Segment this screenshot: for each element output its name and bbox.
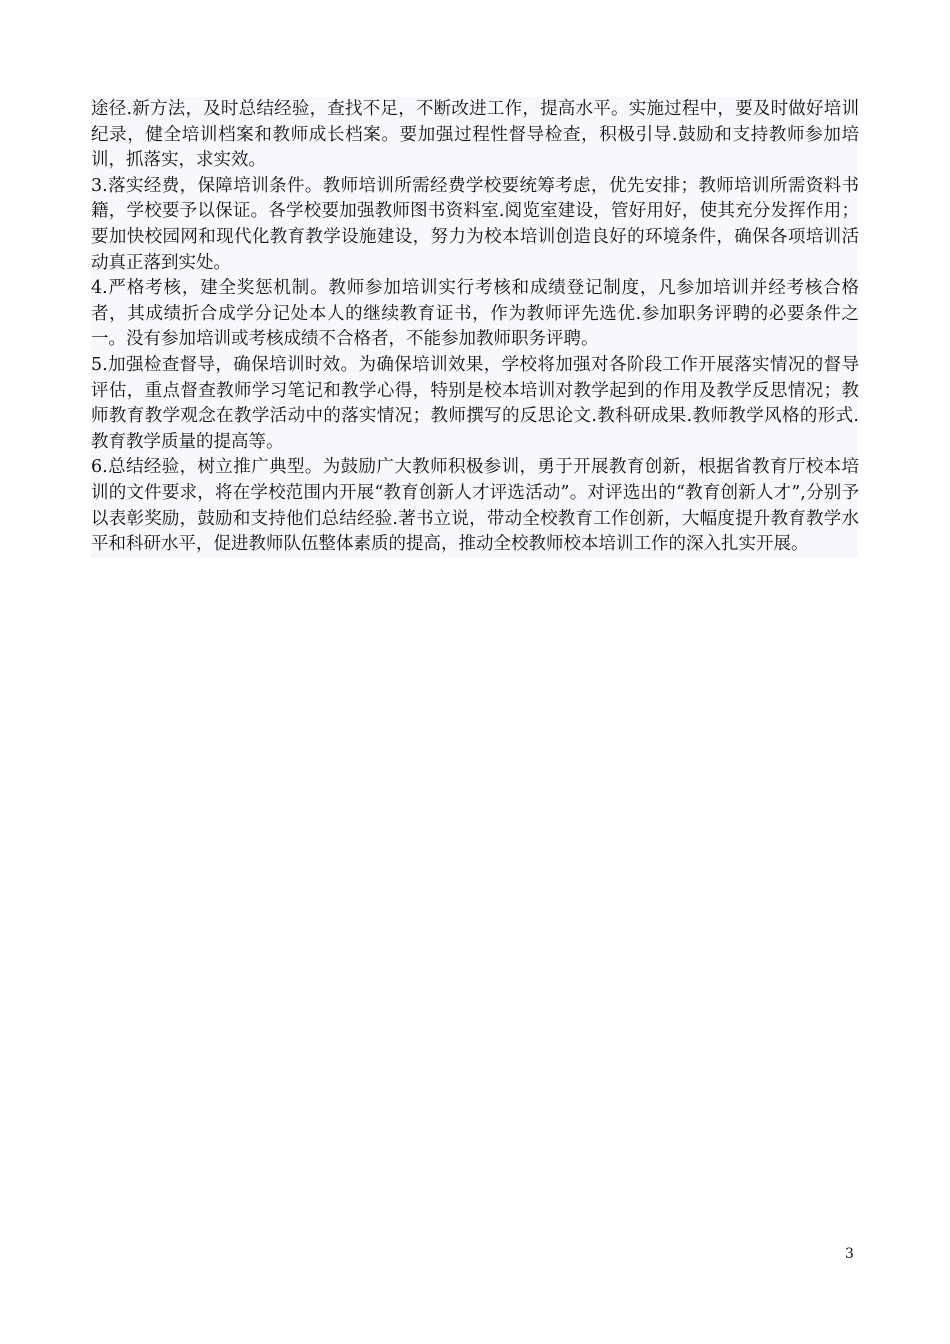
paragraph-funding: 3.落实经费，保障培训条件。教师培训所需经费学校要统筹考虑，优先安排；教师培训所需资料书籍，学校要予以保证。各学校要加强教师图书资料室.阅览室建设，管好用好，使其充分发挥作用；要加快校园网和现代化教育教学设施建设，努力为校本培训创造良好的环境条件，确保各项培训活动真正落到实处。 (91, 175, 859, 273)
paragraph-supervision: 5.加强检查督导，确保培训时效。为确保培训效果，学校将加强对各阶段工作开展落实情况的督导评估，重点督查教师学习笔记和教学心得，特别是校本培训对教学起到的作用及教学反思情况；教师教育教学观念在教学活动中的落实情况；教师撰写的反思论文.教科研成果.教师教学风格的形式.教育教学质量的提高等。 (91, 354, 859, 452)
body-text (91, 97, 859, 558)
page-number: 3 (845, 1246, 854, 1262)
paragraph-continuation: 途径.新方法，及时总结经验，查找不足，不断改进工作，提高水平。实施过程中，要及时做好培训纪录，健全培训档案和教师成长档案。要加强过程性督导检查，积极引导.鼓励和支持教师参加培训，抓落实，求实效。 (91, 99, 859, 171)
paragraph-assessment: 4.严格考核，建全奖惩机制。教师参加培训实行考核和成绩登记制度，凡参加培训并经考核合格者，其成绩折合成学分记处本人的继续教育证书，作为教师评先选优.参加职务评聘的必要条件之一。没有参加培训或考核成绩不合格者，不能参加教师职务评聘。 (91, 278, 859, 350)
paragraph-summary: 6.总结经验，树立推广典型。为鼓励广大教师积极参训，勇于开展教育创新，根据省教育厅校本培训的文件要求，将在学校范围内开展“教育创新人才评选活动”。对评选出的“教育创新人才”,分别予以表彰奖励，鼓励和支持他们总结经验.著书立说，带动全校教育工作创新，大幅度提升教育教学水平和科研水平，促进教师队伍整体素质的提高，推动全校教师校本培训工作的深入扎实开展。 (91, 457, 859, 555)
